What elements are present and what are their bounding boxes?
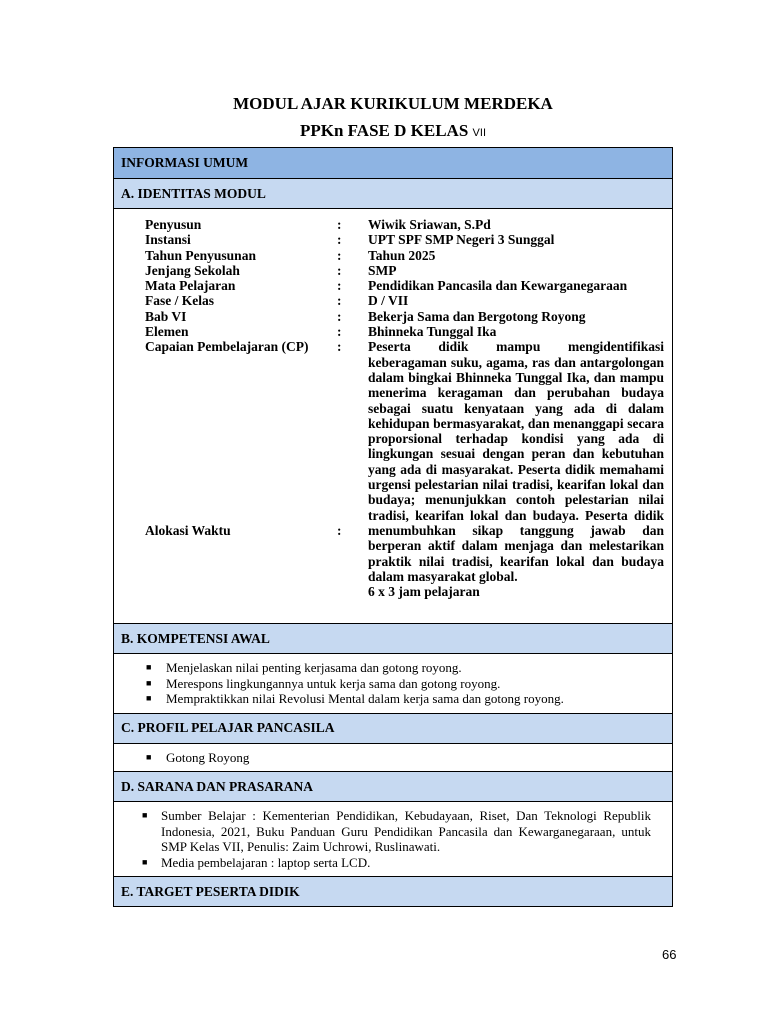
identitas-colon: : <box>337 308 342 324</box>
identitas-value: D / VII <box>368 293 409 309</box>
document-subtitle <box>0 121 768 141</box>
profil-pelajar-list <box>114 744 672 773</box>
identitas-label: Jenjang Sekolah <box>145 262 240 278</box>
sarana-item <box>114 855 651 871</box>
kompetensi-item <box>114 676 652 692</box>
identitas-colon: : <box>337 232 342 248</box>
section-header-kompetensi-awal: B. KOMPETENSI AWAL <box>114 624 672 654</box>
identitas-row <box>114 293 672 308</box>
identitas-value: SMP <box>368 262 397 278</box>
section-header-identitas-modul: A. IDENTITAS MODUL <box>114 179 672 209</box>
identitas-value: Wiwik Sriawan, S.Pd <box>368 217 491 232</box>
alokasi-label: Alokasi Waktu <box>145 523 231 538</box>
section-header-profil-pelajar: C. PROFIL PELAJAR PANCASILA <box>114 714 672 744</box>
identitas-colon: : <box>337 324 342 340</box>
profil-item <box>114 750 652 766</box>
identitas-colon: : <box>337 247 342 263</box>
section-header-target-peserta: E. TARGET PESERTA DIDIK <box>114 877 672 907</box>
identitas-label: Fase / Kelas <box>145 293 214 309</box>
identitas-value: Bhinneka Tunggal Ika <box>368 324 497 340</box>
identitas-value: UPT SPF SMP Negeri 3 Sunggal <box>368 232 555 248</box>
page-number: 66 <box>662 947 677 962</box>
identitas-label: Instansi <box>145 232 191 248</box>
sarana-prasarana-list <box>114 802 672 877</box>
kompetensi-awal-list <box>114 654 672 714</box>
list-item-text: Mempraktikkan nilai Revolusi Mental dalam kerja sama dan gotong royong. <box>166 691 564 706</box>
cp-colon: : <box>337 339 342 355</box>
identitas-colon: : <box>337 262 342 278</box>
identitas-label: Penyusun <box>145 217 202 232</box>
bullet-icon: ■ <box>146 751 152 762</box>
identitas-row <box>114 278 672 293</box>
alokasi-value: 6 x 3 jam pelajaran <box>368 584 480 600</box>
identitas-colon: : <box>337 217 342 232</box>
list-item-text: Gotong Royong <box>166 749 250 765</box>
identitas-row <box>114 309 672 324</box>
cp-label: Capaian Pembelajaran (CP) <box>145 339 309 355</box>
section-header-sarana-prasarana: D. SARANA DAN PRASARANA <box>114 772 672 802</box>
identitas-row <box>114 232 672 247</box>
bullet-icon: ■ <box>146 662 152 672</box>
kompetensi-item <box>114 691 652 707</box>
subtitle-text: PPKn FASE D KELAS <box>299 121 469 140</box>
bullet-icon: ■ <box>146 693 152 703</box>
subtitle-class: VII <box>472 127 486 139</box>
module-table <box>113 147 673 907</box>
identitas-colon: : <box>337 278 342 294</box>
identitas-modul-content <box>114 209 672 624</box>
identitas-value: Pendidikan Pancasila dan Kewarganegaraan <box>368 278 628 294</box>
identitas-row <box>114 248 672 263</box>
identitas-label: Bab VI <box>145 308 187 324</box>
document-title: MODUL AJAR KURIKULUM MERDEKA <box>233 94 553 113</box>
bullet-icon: ■ <box>142 856 148 867</box>
identitas-row <box>114 217 672 232</box>
list-item-text: Menjelaskan nilai penting kerjasama dan gotong royong. <box>166 660 462 675</box>
bullet-icon: ■ <box>146 677 152 688</box>
identitas-label: Tahun Penyusunan <box>145 247 256 263</box>
identitas-label: Elemen <box>145 324 189 340</box>
list-item-text: Sumber Belajar : Kementerian Pendidikan, Kebudayaan, Riset, Dan Teknologi Republik Indonesia, 2021, Buku Panduan Guru Pendidikan Pancasila dan Kewarganegaraan, untuk SMP Kelas VII, Penulis: Zaim Uchrowi, Ruslinawati. <box>161 808 651 854</box>
identitas-row <box>114 263 672 278</box>
section-header-informasi-umum: INFORMASI UMUM <box>114 148 672 179</box>
cp-value: Peserta didik mampu mengidentifikasi keberagaman suku, agama, ras dan antargolongan dalam bingkai Bhinneka Tunggal Ika, dan mampu menerima keragaman dan perubahan budaya sebagai suatu kenyataan yang ada di dalam kehidupan bermasyarakat, dan menanggapi secara proporsional terhadap kondisi yang ada di lingkungan sesuai dengan peran dan kebutuhan yang ada di masyarakat. Peserta didik memahami urgensi pelestarian nilai tradisi, kearifan lokal dan budaya; menunjukkan contoh pelestarian nilai tradisi, kearifan lokal dan budaya. Peserta didik menumbuhkan sikap tanggung jawab dan berperan aktif dalam menjaga dan melestarikan praktik nilai tradisi, kearifan lokal dan budaya dalam masyarakat global. <box>368 339 664 584</box>
identitas-row <box>114 324 672 339</box>
sarana-item <box>114 808 651 855</box>
identitas-value: Bekerja Sama dan Bergotong Royong <box>368 308 586 324</box>
kompetensi-item <box>114 660 652 676</box>
cp-value-block <box>368 339 664 599</box>
identitas-label: Mata Pelajaran <box>145 278 236 294</box>
list-item-text: Merespons lingkungannya untuk kerja sama dan gotong royong. <box>166 675 501 691</box>
alokasi-colon: : <box>337 523 342 538</box>
bullet-icon: ■ <box>142 810 148 820</box>
identitas-value: Tahun 2025 <box>368 247 436 263</box>
cp-row <box>114 339 672 599</box>
list-item-text: Media pembelajaran : laptop serta LCD. <box>161 854 371 870</box>
identitas-colon: : <box>337 293 342 309</box>
identitas-rows <box>114 217 672 339</box>
